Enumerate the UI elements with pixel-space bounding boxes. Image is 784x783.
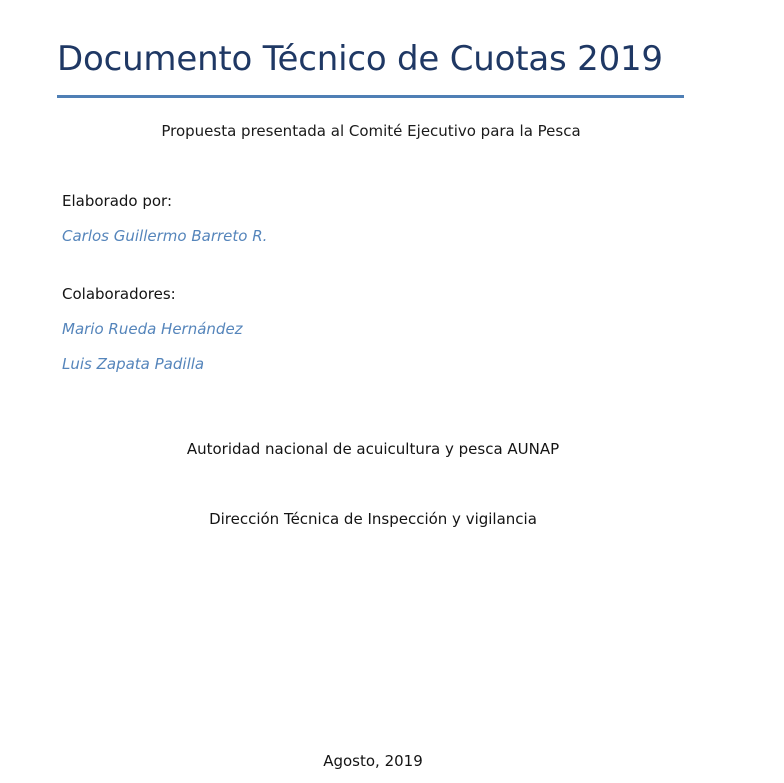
title-block	[57, 38, 684, 98]
prepared-by-label: Elaborado por:	[62, 192, 173, 210]
collaborators-label: Colaboradores:	[62, 285, 176, 303]
spacer	[62, 339, 562, 354]
page-title: Documento Técnico de Cuotas 2019	[57, 39, 663, 79]
spacer	[62, 246, 562, 284]
spacer	[62, 211, 562, 226]
spacer	[62, 304, 562, 319]
document-subtitle: Propuesta presentada al Comité Ejecutivo para la Pesca	[161, 122, 581, 140]
institution-name: Autoridad nacional de acuicultura y pesca AUNAP	[186, 440, 560, 458]
credits-block	[62, 191, 562, 374]
author-name: Carlos Guillermo Barreto R.	[62, 227, 268, 245]
title-divider	[57, 95, 684, 98]
institution-department: Dirección Técnica de Inspección y vigilancia	[209, 510, 537, 528]
document-date: Agosto, 2019	[323, 752, 423, 770]
collaborator-name: Mario Rueda Hernández	[62, 320, 243, 338]
collaborator-name: Luis Zapata Padilla	[62, 355, 205, 373]
